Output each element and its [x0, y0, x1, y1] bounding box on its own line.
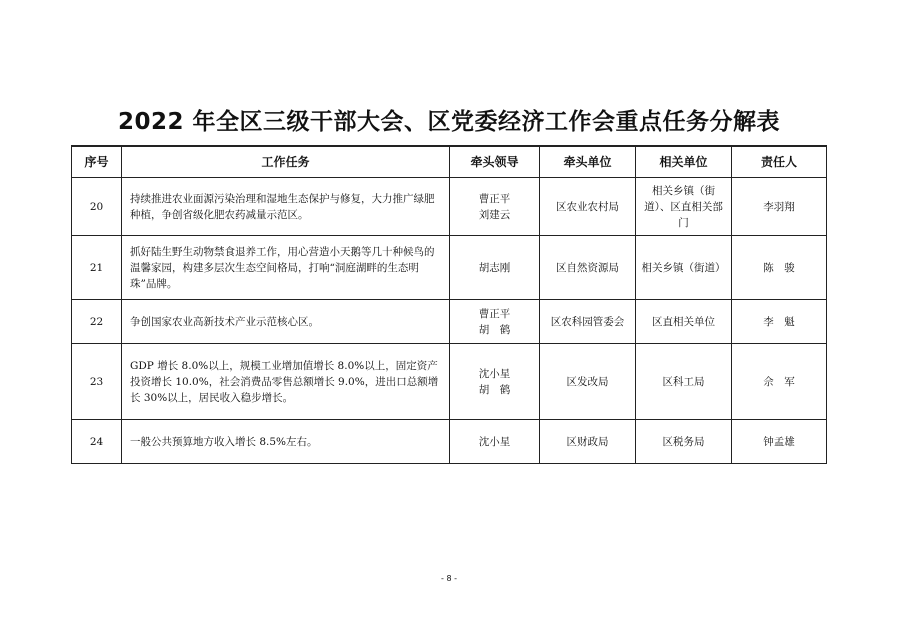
- table-header-row: [72, 146, 827, 178]
- row-lead-unit: 区农业农村局: [540, 178, 636, 236]
- row-related-units: 区科工局: [636, 344, 732, 420]
- header-index: 序号: [72, 146, 122, 178]
- page-number: - 8 -: [441, 574, 457, 583]
- row-lead-leaders: [450, 236, 540, 300]
- row-task: GDP 增长 8.0%以上，规模工业增加值增长 8.0%以上，固定资产投资增长 10.0%，社会消费品零售总额增长 9.0%，进出口总额增长 30%以上，居民收入稳步增长。: [122, 344, 450, 420]
- document-title: 2022 年全区三级干部大会、区党委经济工作会重点任务分解表: [117, 109, 781, 135]
- row-task: 争创国家农业高新技术产业示范核心区。: [122, 300, 450, 344]
- row-task: 一般公共预算地方收入增长 8.5%左右。: [122, 420, 450, 464]
- row-index: 23: [72, 344, 122, 420]
- row-task: 持续推进农业面源污染治理和湿地生态保护与修复，大力推广绿肥种植，争创省级化肥农药减量示范区。: [122, 178, 450, 236]
- lead-leader-name: 沈小星: [478, 435, 511, 448]
- header-responsible: 责任人: [732, 146, 827, 178]
- lead-leader-name: 曹正平: [478, 307, 511, 320]
- row-lead-leaders: [450, 300, 540, 344]
- header-related-units: 相关单位: [636, 146, 732, 178]
- row-responsible: 佘 军: [732, 344, 827, 420]
- row-responsible: 陈 骏: [732, 236, 827, 300]
- table-row: [72, 420, 827, 464]
- table-row: [72, 300, 827, 344]
- lead-leader-name: 胡志刚: [478, 261, 511, 274]
- header-task: 工作任务: [122, 146, 450, 178]
- header-lead-unit: 牵头单位: [540, 146, 636, 178]
- row-lead-unit: 区农科园管委会: [540, 300, 636, 344]
- table-row: [72, 344, 827, 420]
- task-table: [71, 145, 827, 464]
- row-lead-leaders: [450, 420, 540, 464]
- table-row: [72, 236, 827, 300]
- table-row: [72, 178, 827, 236]
- row-lead-leaders: [450, 178, 540, 236]
- row-lead-leaders: [450, 344, 540, 420]
- row-index: 24: [72, 420, 122, 464]
- row-related-units: 区直相关单位: [636, 300, 732, 344]
- lead-leader-name: 胡 鹤: [478, 323, 511, 336]
- row-related-units: 相关乡镇（街道）、区直相关部门: [636, 178, 732, 236]
- row-index: 22: [72, 300, 122, 344]
- header-lead-leader: 牵头领导: [450, 146, 540, 178]
- row-lead-unit: 区发改局: [540, 344, 636, 420]
- row-related-units: 区税务局: [636, 420, 732, 464]
- row-lead-unit: 区自然资源局: [540, 236, 636, 300]
- lead-leader-name: 沈小星: [478, 367, 511, 380]
- lead-leader-name: 刘建云: [478, 208, 511, 221]
- row-index: 20: [72, 178, 122, 236]
- row-lead-unit: 区财政局: [540, 420, 636, 464]
- lead-leader-name: 胡 鹤: [478, 383, 511, 396]
- row-responsible: 钟孟雄: [732, 420, 827, 464]
- row-responsible: 李羽翔: [732, 178, 827, 236]
- row-index: 21: [72, 236, 122, 300]
- lead-leader-name: 曹正平: [478, 192, 511, 205]
- row-task: 抓好陆生野生动物禁食退养工作，用心营造小天鹅等几十种候鸟的温馨家园，构建多层次生态空间格局，打响“洞庭湖畔的生态明珠”品牌。: [122, 236, 450, 300]
- row-responsible: 李 魁: [732, 300, 827, 344]
- row-related-units: 相关乡镇（街道）: [636, 236, 732, 300]
